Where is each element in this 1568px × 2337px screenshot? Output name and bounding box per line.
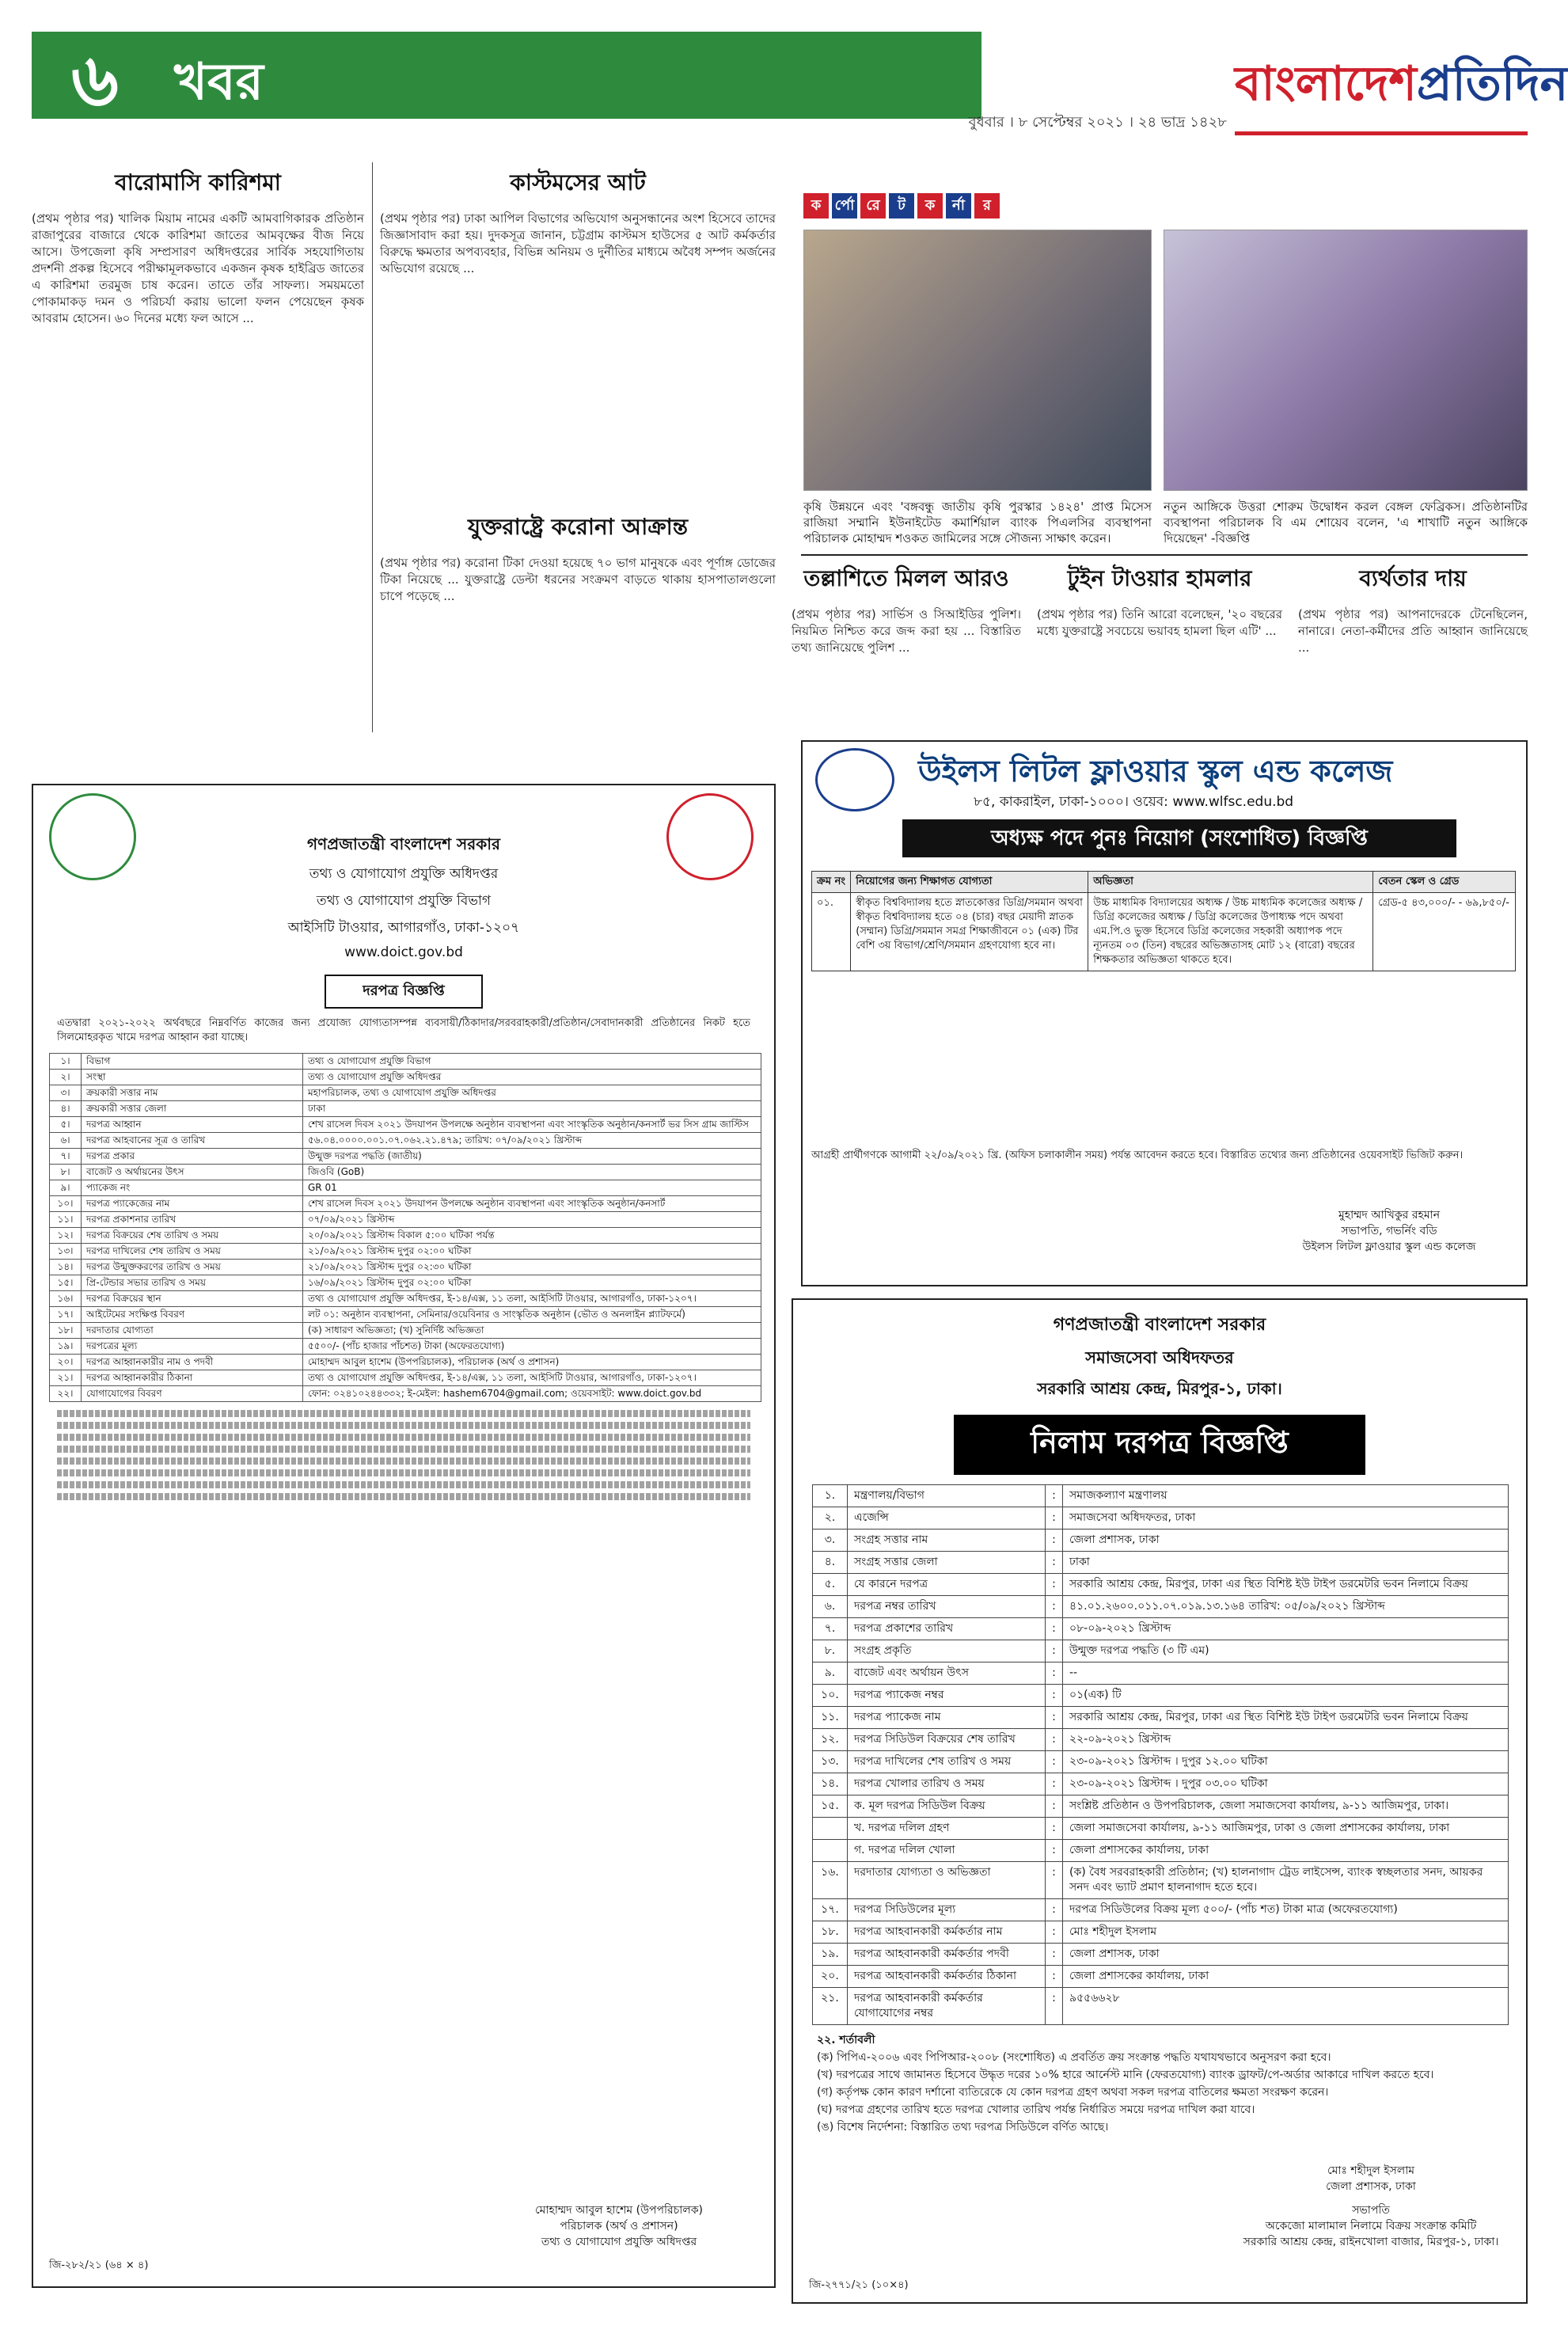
row-key: দরপত্র প্যাকেজ নাম bbox=[848, 1707, 1046, 1729]
row-number: ১০। bbox=[50, 1196, 82, 1212]
row-value: ৫৬.০৪.০০০০.০০১.০৭.০৬২.২১.৪৭৯; তারিখ: ০৭/০৯/২০২১ খ্রিস্টাব্দ bbox=[303, 1133, 761, 1149]
row-value: তথ্য ও যোগাযোগ প্রযুক্তি অধিদপ্তর, ই-১৪/এক্স, ১১ তলা, আইসিটি টাওয়ার, আগারগাঁও, ঢাকা-১২০৭। bbox=[303, 1370, 761, 1386]
row-value: সরকারি আশ্রয় কেন্দ্র, মিরপুর, ঢাকা এর স্থিত বিশিষ্ট ইউ টাইপ ডরমেটরি ভবন নিলামে বিক্রয় bbox=[1063, 1707, 1509, 1729]
row-key: দরপত্র প্যাকেজ নম্বর bbox=[848, 1685, 1046, 1707]
row-number: ৭. bbox=[813, 1618, 848, 1640]
row-value: ঢাকা bbox=[303, 1101, 761, 1117]
row-colon: : bbox=[1046, 1618, 1063, 1640]
tender-row bbox=[50, 1165, 761, 1180]
brand-part1: বাংলাদেশ bbox=[1235, 58, 1417, 110]
article-body: (প্রথম পৃষ্ঠার পর) ঢাকা আপিল বিভাগের অভিযোগ অনুসন্ধানের অংশ হিসেবে তাদের জিজ্ঞাসাবাদ করা হয়। দুদকসূত্র জানান, চট্টগ্রাম কাস্টমস হাউসের ৫ আট কর্মকর্তার বিরুদ্ধে ক্ষমতার অপব্যবহার, বিভিন্ন অনিয়ম ও দুর্নীতির মাধ্যমে অবৈধ সম্পদ অর্জনের অভিযোগ রয়েছে ... bbox=[380, 211, 776, 276]
tender-row bbox=[50, 1228, 761, 1244]
school-address: ৮৫, কাকরাইল, ঢাকা-১০০০। ওয়েব: www.wlfsc.edu.bd bbox=[974, 794, 1294, 810]
school-experience: উচ্চ মাধ্যমিক বিদ্যালয়ের অধ্যক্ষ / উচ্চ মাধ্যমিক কলেজের অধ্যক্ষ / ডিগ্রি কলেজের অধ্যক্ষ / ডিগ্রি কলেজের উপাধ্যক্ষ পদে অথবা এম.পি.ও ভুক্ত হিসেবে ডিগ্রি কলেজের সহকারী অধ্যাপক পদে ন্যূনতম ০৩ (তিন) বছরের অভিজ্ঞতাসহ মোট ১২ (বারো) বছরের শিক্ষকতার অভিজ্ঞতা থাকতে হবে। bbox=[1088, 893, 1373, 971]
row-number: ৮। bbox=[50, 1165, 82, 1180]
school-banner: অধ্যক্ষ পদে পুনঃ নিয়োগ (সংশোধিত) বিজ্ঞপ্তি bbox=[902, 819, 1456, 857]
row-number: ৫। bbox=[50, 1117, 82, 1133]
row-key: যোগাযোগের বিবরণ bbox=[82, 1386, 303, 1402]
article-failure bbox=[1298, 558, 1528, 656]
row-number bbox=[813, 1840, 848, 1862]
row-key: দরপত্রের মূল্য bbox=[82, 1339, 303, 1355]
school-col-head: অভিজ্ঞতা bbox=[1088, 872, 1373, 893]
article-body: (প্রথম পৃষ্ঠার পর) করোনা টিকা দেওয়া হয়েছে ৭০ ভাগ মানুষকে এবং পূর্ণাঙ্গ ডোজের টিকা নিয়েছে ... যুক্তরাষ্ট্রে ডেল্টা ধরনের সংক্রমণ বাড়তে থাকায় হাসপাতালগুলো চাপে পড়েছে ... bbox=[380, 556, 776, 603]
auction-row bbox=[813, 1966, 1509, 1988]
auction-row bbox=[813, 1773, 1509, 1796]
condition-item: (ঙ) বিশেষ নির্দেশনা: বিস্তারিত তথ্য দরপত্র সিডিউলে বর্ণিত আছে। bbox=[817, 2121, 1109, 2134]
row-key: বিভাগ bbox=[82, 1054, 303, 1070]
row-key: সংগ্রহ সত্তার জেলা bbox=[848, 1552, 1046, 1574]
row-number: ২২। bbox=[50, 1386, 82, 1402]
row-value: ১৬/০৯/২০২১ খ্রিস্টাব্দ দুপুর ০২:০০ ঘটিকা bbox=[303, 1275, 761, 1291]
row-key: দরদাতার যোগ্যতা bbox=[82, 1323, 303, 1339]
mujib-100-logo bbox=[666, 793, 754, 880]
row-value: জিওবি (GoB) bbox=[303, 1165, 761, 1180]
row-value: জেলা প্রশাসক, ঢাকা bbox=[1063, 1944, 1509, 1966]
row-value: ২০/০৯/২০২১ খ্রিস্টাব্দ বিকাল ৫:০০ ঘটিকা পর্যন্ত bbox=[303, 1228, 761, 1244]
tender-row bbox=[50, 1133, 761, 1149]
row-key: বাজেট এবং অর্থায়ন উৎস bbox=[848, 1662, 1046, 1685]
tender-row bbox=[50, 1355, 761, 1370]
auction-title: নিলাম দরপত্র বিজ্ঞপ্তি bbox=[954, 1415, 1365, 1475]
tender-address: আইসিটি টাওয়ার, আগারগাঁও, ঢাকা-১২০৭ bbox=[287, 920, 520, 936]
condition-item: (ঘ) দরপত্র গ্রহণের তারিখ হতে দরপত্র খোলার তারিখ পর্যন্ত নির্ধারিত সময়ে দরপত্র দাখিল করা যাবে। bbox=[817, 2103, 1255, 2116]
row-value: -- bbox=[1063, 1662, 1509, 1685]
tender-fine-print bbox=[33, 1402, 774, 1508]
conditions-head: ২২. শর্তাবলী bbox=[817, 2034, 875, 2046]
row-value: সমাজসেবা অধিদফতর, ঢাকা bbox=[1063, 1507, 1509, 1530]
row-number: ৩. bbox=[813, 1530, 848, 1552]
row-number: ১২. bbox=[813, 1729, 848, 1751]
row-value: (ক) সাধারণ অভিজ্ঞতা; (খ) সুনির্দিষ্ট অভিজ্ঞতা bbox=[303, 1323, 761, 1339]
row-value: উন্মুক্ত দরপত্র পদ্ধতি (৩ টি এম) bbox=[1063, 1640, 1509, 1662]
row-number: ১৯। bbox=[50, 1339, 82, 1355]
row-colon: : bbox=[1046, 1596, 1063, 1618]
condition-item: (গ) কর্তৃপক্ষ কোন কারণ দর্শানো ব্যতিরেকে যে কোন দরপত্র গ্রহণ অথবা সকল দরপত্র বাতিলের ক্ষমতা সংরক্ষণ করেন। bbox=[817, 2086, 1329, 2099]
row-colon: : bbox=[1046, 1485, 1063, 1507]
article-title: যুক্তরাষ্ট্রে করোনা আক্রান্ত bbox=[467, 514, 689, 540]
tender-row bbox=[50, 1101, 761, 1117]
auction-row bbox=[813, 1618, 1509, 1640]
row-value: উন্মুক্ত দরপত্র পদ্ধতি (জাতীয়) bbox=[303, 1149, 761, 1165]
row-key: দরপত্র নম্বর তারিখ bbox=[848, 1596, 1046, 1618]
signer-org: অকেজো মালামাল নিলামে বিক্রয় সংক্রান্ত কমিটি bbox=[1265, 2220, 1477, 2232]
signer-title: সভাপতি, গভর্নিং বডি bbox=[1341, 1225, 1437, 1237]
corporate-caption-1: কৃষি উন্নয়নে এবং 'বঙ্গবন্ধু জাতীয় কৃষি পুরস্কার ১৪২৪' প্রাপ্ত মিসেস রাজিয়া সম্মানি ইউনাইটেড কমার্শিয়াল ব্যাংক পিএলসির ব্যবস্থাপনা পরিচালক মোহাম্মদ শওকত জামিলের সঙ্গে সৌজন্য সাক্ষাৎ করেন। bbox=[803, 500, 1152, 545]
row-colon: : bbox=[1046, 1966, 1063, 1988]
row-key: দরপত্র আহ্বানকারীর ঠিকানা bbox=[82, 1370, 303, 1386]
row-colon: : bbox=[1046, 1921, 1063, 1944]
row-number: ৩। bbox=[50, 1085, 82, 1101]
tender-website: www.doict.gov.bd bbox=[344, 944, 463, 960]
row-colon: : bbox=[1046, 1530, 1063, 1552]
row-value: তথ্য ও যোগাযোগ প্রযুক্তি অধিদপ্তর, ই-১৪/এক্স, ১১ তলা, আইসিটি টাওয়ার, আগারগাঁও, ঢাকা-১২০৭। bbox=[303, 1291, 761, 1307]
row-key: ক্রয়কারী সত্তার নাম bbox=[82, 1085, 303, 1101]
row-number: ১. bbox=[813, 1485, 848, 1507]
row-key: দরপত্র উন্মুক্তকরণের তারিখ ও সময় bbox=[82, 1260, 303, 1275]
row-number: ৯। bbox=[50, 1180, 82, 1196]
row-value: শেখ রাসেল দিবস ২০২১ উদযাপন উপলক্ষে অনুষ্ঠান ব্যবস্থাপনা এবং সাংস্কৃতিক অনুষ্ঠান/কনসার্ট ভর সিস গ্রাম জাস্টিস bbox=[303, 1117, 761, 1133]
row-key: দরপত্র সিডিউল বিক্রয়ের শেষ তারিখ bbox=[848, 1729, 1046, 1751]
row-number: ১৪। bbox=[50, 1260, 82, 1275]
brand-part2: প্রতিদিন bbox=[1416, 58, 1568, 110]
tender-row bbox=[50, 1070, 761, 1085]
auction-row bbox=[813, 1485, 1509, 1507]
row-value: ২৩-০৯-২০২১ খ্রিস্টাব্দ । দুপুর ০৩.০০ ঘটিকা bbox=[1063, 1773, 1509, 1796]
row-colon: : bbox=[1046, 1662, 1063, 1685]
signer-name: মোঃ শহীদুল ইসলাম bbox=[1327, 2164, 1415, 2177]
row-number: ৯. bbox=[813, 1662, 848, 1685]
row-key: ক. মূল দরপত্র সিডিউল বিক্রয় bbox=[848, 1796, 1046, 1818]
masthead bbox=[0, 0, 1568, 158]
row-colon: : bbox=[1046, 1796, 1063, 1818]
article-title: টুইন টাওয়ার হামলার bbox=[1067, 565, 1252, 591]
row-colon: : bbox=[1046, 1899, 1063, 1921]
row-key: দরপত্র আহ্বান bbox=[82, 1117, 303, 1133]
school-qualification: স্বীকৃত বিশ্ববিদ্যালয় হতে স্নাতকোত্তর ডিগ্রি/সমমান অথবা স্বীকৃত বিশ্ববিদ্যালয় হতে ০৪ (চার) বছর মেয়াদী স্নাতক (সম্মান) ডিগ্রি/সমমান সমগ্র শিক্ষাজীবনে ০১ (এক) টির বেশি ৩য় বিভাগ/শ্রেণি/সমমান গ্রহণযোগ্য হবে না। bbox=[851, 893, 1088, 971]
row-value: জেলা সমাজসেবা কার্যালয়, ৯-১১ আজিমপুর, ঢাকা ও জেলা প্রশাসকের কার্যালয়, ঢাকা bbox=[1063, 1818, 1509, 1840]
article-body: (প্রথম পৃষ্ঠার পর) আপনাদেরকে টেনেছিলেন, নানারে। নেতা-কর্মীদের প্রতি আহ্বান জানিয়েছে ... bbox=[1298, 607, 1528, 655]
row-colon: : bbox=[1046, 1773, 1063, 1796]
row-colon: : bbox=[1046, 1751, 1063, 1773]
article-tallashi bbox=[792, 558, 1021, 656]
row-key: দরপত্র বিক্রয়ের স্থান bbox=[82, 1291, 303, 1307]
signer-address: সরকারি আশ্রয় কেন্দ্র, রাইনখোলা বাজার, মিরপুর-১, ঢাকা। bbox=[1243, 2236, 1499, 2248]
article-body: (প্রথম পৃষ্ঠার পর) খালিক মিয়াম নামের একটি আমবাগিকারক প্রতিষ্ঠান রাজাপুরের বাজারে থেকে কারিশমা জাতের আমবৃক্ষের বীজ নিয়ে আসে। উপজেলা কৃষি সম্প্রসারণ অধিদপ্তরের সার্বিক সহযোগিতায় প্রদর্শনী প্রকল্প হিসেবে পরীক্ষামূলকভাবে একজন কৃষক হাইব্রিড জাতের এ কারিশমা তরমুজ চাষ করেন। তাতে তাঁর সাফল্য। সময়মতো পোকামাকড় দমন ও পরিচর্যা করায় ভালো ফলন পেয়েছেন কৃষক আবরাম হোসেন। ৬০ দিনের মধ্যে ফল আসে ... bbox=[32, 211, 364, 325]
row-value: ০৮-০৯-২০২১ খ্রিস্টাব্দ bbox=[1063, 1618, 1509, 1640]
school-row-no: ০১. bbox=[812, 893, 851, 971]
row-value: ৫৫০০/- (পাঁচ হাজার পাঁচশত) টাকা (অফেরতযোগ্য) bbox=[303, 1339, 761, 1355]
row-number: ১৭। bbox=[50, 1307, 82, 1323]
row-key: গ. দরপত্র দলিল খোলা bbox=[848, 1840, 1046, 1862]
auction-row bbox=[813, 1751, 1509, 1773]
row-number: ১৮. bbox=[813, 1921, 848, 1944]
auction-row bbox=[813, 1685, 1509, 1707]
school-col-head: নিয়োগের জন্য শিক্ষাগত যোগ্যতা bbox=[851, 872, 1088, 893]
article-mango bbox=[32, 162, 364, 327]
brand-rule bbox=[1235, 131, 1528, 135]
row-value: GR 01 bbox=[303, 1180, 761, 1196]
tender-row bbox=[50, 1339, 761, 1355]
auction-row bbox=[813, 1530, 1509, 1552]
school-table bbox=[811, 871, 1516, 971]
auction-conditions bbox=[793, 2025, 1526, 2142]
row-colon: : bbox=[1046, 1840, 1063, 1862]
ict-tender-notice bbox=[32, 784, 776, 2288]
auction-row bbox=[813, 1988, 1509, 2025]
corp-letter: র্না bbox=[946, 193, 971, 218]
row-number: ১১। bbox=[50, 1212, 82, 1228]
auction-notice bbox=[792, 1298, 1528, 2304]
row-number: ২০। bbox=[50, 1355, 82, 1370]
row-key: দরপত্র আহবানকারী কর্মকর্তার যোগাযোগের নম্বর bbox=[848, 1988, 1046, 2025]
row-value: সমাজকল্যাণ মন্ত্রণালয় bbox=[1063, 1485, 1509, 1507]
corp-letter: ক bbox=[917, 193, 943, 218]
auction-row bbox=[813, 1640, 1509, 1662]
auction-row bbox=[813, 1899, 1509, 1921]
signer-title: জেলা প্রশাসক, ঢাকা bbox=[1326, 2180, 1416, 2193]
row-key: দরপত্র প্রকাশের তারিখ bbox=[848, 1618, 1046, 1640]
row-key: আইটেমের সংক্ষিপ্ত বিবরণ bbox=[82, 1307, 303, 1323]
signer-role: সভাপতি bbox=[1352, 2204, 1390, 2217]
tender-gov: গণপ্রজাতন্ত্রী বাংলাদেশ সরকার bbox=[307, 834, 500, 853]
school-signature bbox=[1266, 1207, 1512, 1255]
tender-row bbox=[50, 1085, 761, 1101]
condition-item: (খ) দরপত্রের সাথে জামানত হিসেবে উদ্ধৃত দরের ১০% হারে আর্নেস্ট মানি (ফেরতযোগ্য) ব্যাংক ড্রাফট/পে-অর্ডার আকারে দাখিল করতে হবে। bbox=[817, 2069, 1434, 2081]
auction-row bbox=[813, 1921, 1509, 1944]
article-twin bbox=[1037, 558, 1282, 640]
tender-row bbox=[50, 1370, 761, 1386]
column-divider bbox=[372, 162, 373, 732]
row-value: শেখ রাসেল দিবস ২০২১ উদযাপন উপলক্ষে অনুষ্ঠান ব্যবস্থাপনা এবং সাংস্কৃতিক অনুষ্ঠান/কনসার্ট bbox=[303, 1196, 761, 1212]
row-number: ১। bbox=[50, 1054, 82, 1070]
row-key: দরপত্র সিডিউলের মূল্য bbox=[848, 1899, 1046, 1921]
row-value: ০৭/০৯/২০২১ খ্রিস্টাব্দ bbox=[303, 1212, 761, 1228]
corp-letter: রে bbox=[860, 193, 886, 218]
tender-table bbox=[49, 1053, 761, 1402]
page-number: ৬ bbox=[71, 38, 119, 123]
row-value: ২১/০৯/২০২১ খ্রিস্টাব্দ দুপুর ০২:৩০ ঘটিকা bbox=[303, 1260, 761, 1275]
row-number: ১৩। bbox=[50, 1244, 82, 1260]
tender-box-title: দরপত্র বিজ্ঞপ্তি bbox=[325, 975, 483, 1009]
row-key: দরপত্র আহবানকারী কর্মকর্তার পদবী bbox=[848, 1944, 1046, 1966]
row-value: লট ০১: অনুষ্ঠান ব্যবস্থাপনা, সেমিনার/ওয়েবিনার ও সাংস্কৃতিক অনুষ্ঠান (ভৌত ও অনলাইন প্ল্যাটফর্মে) bbox=[303, 1307, 761, 1323]
row-number: ৪. bbox=[813, 1552, 848, 1574]
corp-letter: র্পো bbox=[832, 193, 857, 218]
row-colon: : bbox=[1046, 1640, 1063, 1662]
row-key: দরপত্র আহবানকারী কর্মকর্তার ঠিকানা bbox=[848, 1966, 1046, 1988]
tender-row bbox=[50, 1260, 761, 1275]
row-key: মন্ত্রণালয়/বিভাগ bbox=[848, 1485, 1046, 1507]
row-key: দরপত্র প্যাকেজের নাম bbox=[82, 1196, 303, 1212]
row-number: ১৪. bbox=[813, 1773, 848, 1796]
row-value: (ক) বৈধ সরবরাহকারী প্রতিষ্ঠান; (খ) হালনাগাদ ট্রেড লাইসেন্স, ব্যাংক স্বচ্ছলতার সনদ, আয়কর সনদ এবং ভ্যাট প্রমাণ হালনাগাদ হতে হবে। bbox=[1063, 1862, 1509, 1899]
row-number: ২. bbox=[813, 1507, 848, 1530]
row-value: জেলা প্রশাসক, ঢাকা bbox=[1063, 1530, 1509, 1552]
tender-row bbox=[50, 1291, 761, 1307]
school-col-head: বেতন স্কেল ও গ্রেড bbox=[1373, 872, 1516, 893]
auction-row bbox=[813, 1596, 1509, 1618]
row-value: ০১(এক) টি bbox=[1063, 1685, 1509, 1707]
row-colon: : bbox=[1046, 1862, 1063, 1899]
row-number: ১৭. bbox=[813, 1899, 848, 1921]
row-key: এজেন্সি bbox=[848, 1507, 1046, 1530]
auction-signature bbox=[1236, 2163, 1505, 2250]
row-key: যে কারনে দরপত্র bbox=[848, 1574, 1046, 1596]
row-key: দরপত্র দাখিলের শেষ তারিখ ও সময় bbox=[82, 1244, 303, 1260]
tender-code: জি-২৮২/২১ (৬৪ × ৪) bbox=[49, 2259, 149, 2271]
tender-dept: তথ্য ও যোগাযোগ প্রযুক্তি অধিদপ্তর bbox=[309, 866, 499, 882]
row-colon: : bbox=[1046, 1988, 1063, 2025]
section-rule bbox=[801, 554, 1528, 556]
school-note: আগ্রহী প্রার্থীগণকে আগামী ২২/০৯/২০২১ খ্রি. (অফিস চলাকালীন সময়) পর্যন্ত আবেদন করতে হবে। বিস্তারিত তথ্যের জন্য প্রতিষ্ঠানের ওয়েবসাইট ভিজিট করুন। bbox=[811, 1150, 1464, 1161]
row-number bbox=[813, 1818, 848, 1840]
row-number: ১৮। bbox=[50, 1323, 82, 1339]
row-key: সংস্থা bbox=[82, 1070, 303, 1085]
row-number: ৭। bbox=[50, 1149, 82, 1165]
auction-gov: গণপ্রজাতন্ত্রী বাংলাদেশ সরকার bbox=[1053, 1315, 1266, 1335]
signer-title: পরিচালক (অর্থ ও প্রশাসন) bbox=[560, 2220, 678, 2232]
corporate-photo-bank bbox=[803, 230, 1152, 491]
row-number: ১৬। bbox=[50, 1291, 82, 1307]
row-number: ১৩. bbox=[813, 1751, 848, 1773]
school-col-head: ক্রম নং bbox=[812, 872, 851, 893]
row-colon: : bbox=[1046, 1944, 1063, 1966]
row-value: সরকারি আশ্রয় কেন্দ্র, মিরপুর, ঢাকা এর স্থিত বিশিষ্ট ইউ টাইপ ডরমেটরি ভবন নিলামে বিক্রয় bbox=[1063, 1574, 1509, 1596]
row-value: মোঃ শহীদুল ইসলাম bbox=[1063, 1921, 1509, 1944]
tender-division: তথ্য ও যোগাযোগ প্রযুক্তি বিভাগ bbox=[316, 893, 492, 909]
row-value: সংশ্লিষ্ট প্রতিষ্ঠান ও উপপরিচালক, জেলা সমাজসেবা কার্যালয়, ৯-১১ আজিমপুর, ঢাকা। bbox=[1063, 1796, 1509, 1818]
row-colon: : bbox=[1046, 1818, 1063, 1840]
row-value: তথ্য ও যোগাযোগ প্রযুক্তি অধিদপ্তর bbox=[303, 1070, 761, 1085]
condition-item: (ক) পিপিএ-২০০৬ এবং পিপিআর-২০০৮ (সংশোধিত) এ প্রবর্তিত ক্রয় সংক্রান্ত পদ্ধতি যথাযথভাবে অনুসরণ করা হবে। bbox=[817, 2051, 1331, 2064]
row-key: দরপত্র বিক্রয়ের শেষ তারিখ ও সময় bbox=[82, 1228, 303, 1244]
corp-letter: ক bbox=[803, 193, 829, 218]
row-number: ৬। bbox=[50, 1133, 82, 1149]
row-key: দরপত্র প্রকাশনার তারিখ bbox=[82, 1212, 303, 1228]
row-number: ৬. bbox=[813, 1596, 848, 1618]
tender-row bbox=[50, 1212, 761, 1228]
row-number: ১১. bbox=[813, 1707, 848, 1729]
tender-signature bbox=[476, 2202, 761, 2250]
newspaper-logo bbox=[1235, 48, 1568, 135]
row-colon: : bbox=[1046, 1574, 1063, 1596]
corporate-photo-fabrics bbox=[1164, 230, 1528, 491]
row-key: প্যাকেজ নং bbox=[82, 1180, 303, 1196]
row-value: ২২-০৯-২০২১ খ্রিস্টাব্দ bbox=[1063, 1729, 1509, 1751]
row-colon: : bbox=[1046, 1685, 1063, 1707]
row-key: বাজেট ও অর্থায়নের উৎস bbox=[82, 1165, 303, 1180]
row-key: প্রি-টেন্ডার সভার তারিখ ও সময় bbox=[82, 1275, 303, 1291]
row-colon: : bbox=[1046, 1552, 1063, 1574]
auction-row bbox=[813, 1574, 1509, 1596]
auction-row bbox=[813, 1944, 1509, 1966]
article-title: বারোমাসি কারিশমা bbox=[115, 169, 281, 196]
tender-row bbox=[50, 1323, 761, 1339]
row-number: ১২। bbox=[50, 1228, 82, 1244]
row-number: ৪। bbox=[50, 1101, 82, 1117]
row-key: দরদাতার যোগ্যতা ও অভিজ্ঞতা bbox=[848, 1862, 1046, 1899]
row-colon: : bbox=[1046, 1729, 1063, 1751]
row-key: সংগ্রহ প্রকৃতি bbox=[848, 1640, 1046, 1662]
auction-row bbox=[813, 1818, 1509, 1840]
corp-letter: ট bbox=[889, 193, 914, 218]
row-key: দরপত্র আহ্বানকারীর নাম ও পদবী bbox=[82, 1355, 303, 1370]
row-key: খ. দরপত্র দলিল গ্রহণ bbox=[848, 1818, 1046, 1840]
corporate-corner-header bbox=[803, 190, 1516, 222]
row-value: ফোন: ০২৪১০২৪৪৩৩২; ই-মেইল: hashem6704@gmail.com; ওয়েবসাইট: www.doict.gov.bd bbox=[303, 1386, 761, 1402]
auction-row bbox=[813, 1552, 1509, 1574]
row-value: ২১/০৯/২০২১ খ্রিস্টাব্দ দুপুর ০২:০০ ঘটিকা bbox=[303, 1244, 761, 1260]
row-key: দরপত্র খোলার তারিখ ও সময় bbox=[848, 1773, 1046, 1796]
row-value: ঢাকা bbox=[1063, 1552, 1509, 1574]
article-corona bbox=[380, 507, 776, 605]
row-number: ২১। bbox=[50, 1370, 82, 1386]
auction-dept: সমাজসেবা অধিদফতর bbox=[1085, 1348, 1234, 1367]
row-value: মহাপরিচালক, তথ্য ও যোগাযোগ প্রযুক্তি অধিদপ্তর bbox=[303, 1085, 761, 1101]
article-body: (প্রথম পৃষ্ঠার পর) সার্ভিস ও সিআইডির পুলিশ। নিয়মিত নিশ্চিত করে জব্দ করা হয় ... বিস্তারিত তথ্য জানিয়েছে পুলিশ ... bbox=[792, 607, 1021, 655]
tender-row bbox=[50, 1117, 761, 1133]
section-label: খবর bbox=[174, 53, 264, 112]
row-value: মোহাম্মদ আবুল হাশেম (উপপরিচালক), পরিচালক (অর্থ ও প্রশাসন) bbox=[303, 1355, 761, 1370]
row-value: ৯৫৫৬৬২৮ bbox=[1063, 1988, 1509, 2025]
signer-org: তথ্য ও যোগাযোগ প্রযুক্তি অধিদপ্তর bbox=[541, 2236, 697, 2248]
auction-row bbox=[813, 1862, 1509, 1899]
signer-name: মুহাম্মদ আখিকুর রহমান bbox=[1338, 1209, 1441, 1222]
auction-row bbox=[813, 1840, 1509, 1862]
signer-name: মোহাম্মদ আবুল হাশেম (উপপরিচালক) bbox=[534, 2204, 704, 2217]
auction-row bbox=[813, 1707, 1509, 1729]
article-title: ব্যর্থতার দায় bbox=[1359, 565, 1467, 591]
row-key: দরপত্র দাখিলের শেষ তারিখ ও সময় bbox=[848, 1751, 1046, 1773]
school-logo bbox=[815, 748, 894, 811]
row-value: জেলা প্রশাসকের কার্যালয়, ঢাকা bbox=[1063, 1840, 1509, 1862]
signer-org: উইলস লিটল ফ্লাওয়ার স্কুল এন্ড কলেজ bbox=[1302, 1241, 1476, 1253]
row-number: ১৫। bbox=[50, 1275, 82, 1291]
row-number: ২০. bbox=[813, 1966, 848, 1988]
school-name: উইলস লিটল ফ্লাওয়ার স্কুল এন্ড কলেজ bbox=[918, 754, 1393, 788]
article-title: তল্লাশিতে মিলল আরও bbox=[803, 565, 1009, 591]
tender-row bbox=[50, 1054, 761, 1070]
row-value: দরপত্র সিডিউলের বিক্রয় মূল্য ৫০০/- (পাঁচ শত) টাকা মাত্র (অফেরতযোগ্য) bbox=[1063, 1899, 1509, 1921]
row-number: ১৬. bbox=[813, 1862, 848, 1899]
row-key: দরপত্র আহবানের সূত্র ও তারিখ bbox=[82, 1133, 303, 1149]
row-key: সংগ্রহ সত্তার নাম bbox=[848, 1530, 1046, 1552]
tender-row bbox=[50, 1386, 761, 1402]
auction-row bbox=[813, 1796, 1509, 1818]
tender-row bbox=[50, 1196, 761, 1212]
row-value: ২৩-০৯-২০২১ খ্রিস্টাব্দ । দুপুর ১২.০০ ঘটিকা bbox=[1063, 1751, 1509, 1773]
row-number: ১৫. bbox=[813, 1796, 848, 1818]
tender-row bbox=[50, 1275, 761, 1291]
auction-place: সরকারি আশ্রয় কেন্দ্র, মিরপুর-১, ঢাকা। bbox=[1037, 1379, 1282, 1398]
article-body: (প্রথম পৃষ্ঠার পর) তিনি আরো বলেছেন, '২০ বছরের মধ্যে যুক্তরাষ্ট্রে সবচেয়ে ভয়াবহ হামলা ছিল এটি' ... bbox=[1037, 607, 1282, 638]
row-number: ১০. bbox=[813, 1685, 848, 1707]
row-value: জেলা প্রশাসকের কার্যালয়, ঢাকা bbox=[1063, 1966, 1509, 1988]
corporate-caption-2: নতুন আঙ্গিকে উত্তরা শোরুম উদ্বোধন করল বেঙ্গল ফেব্রিকস। প্রতিষ্ঠানটির ব্যবস্থাপনা পরিচালক বি এম শোয়েব বলেন, 'এ শাখাটি নতুন আঙ্গিকে দিয়েছেন' -বিজ্ঞপ্তি bbox=[1164, 500, 1528, 545]
row-colon: : bbox=[1046, 1507, 1063, 1530]
row-number: ২১. bbox=[813, 1988, 848, 2025]
corp-letter: র bbox=[974, 193, 1000, 218]
article-title: কাস্টমসের আট bbox=[510, 169, 646, 196]
auction-row bbox=[813, 1662, 1509, 1685]
row-value: তথ্য ও যোগাযোগ প্রযুক্তি বিভাগ bbox=[303, 1054, 761, 1070]
tender-row bbox=[50, 1180, 761, 1196]
auction-row bbox=[813, 1507, 1509, 1530]
row-key: দরপত্র প্রকার bbox=[82, 1149, 303, 1165]
auction-row bbox=[813, 1729, 1509, 1751]
school-salary: গ্রেড-৫ ৪৩,০০০/- - ৬৯,৮৫০/- bbox=[1373, 893, 1516, 971]
row-key: দরপত্র আহবানকারী কর্মকর্তার নাম bbox=[848, 1921, 1046, 1944]
tender-row bbox=[50, 1307, 761, 1323]
row-key: ক্রয়কারী সত্তার জেলা bbox=[82, 1101, 303, 1117]
tender-intro: এতদ্বারা ২০২১-২০২২ অর্থবছরে নিম্নবর্ণিত কাজের জন্য প্রযোজ্য যোগ্যতাসম্পন্ন ব্যবসায়ী/ঠিকাদার/সরবরাহকারী/প্রতিষ্ঠান/সেবাদানকারী প্রতিষ্ঠানের নিকট হতে সিলমোহরকৃত খামে দরপত্র আহ্বান করা যাচ্ছে। bbox=[57, 1017, 750, 1043]
auction-table bbox=[812, 1484, 1509, 2025]
issue-date: বুধবার । ৮ সেপ্টেম্বর ২০২১ । ২৪ ভাদ্র ১৪২৮ bbox=[968, 114, 1227, 131]
row-number: ১৯. bbox=[813, 1944, 848, 1966]
row-value: ৪১.০১.২৬০০.০১১.০৭.০১৯.১৩.১৬৪ তারিখ: ০৫/০৯/২০২১ খ্রিস্টাব্দ bbox=[1063, 1596, 1509, 1618]
auction-code: জি-২৭৭১/২১ (১০×৪) bbox=[809, 2279, 909, 2291]
tender-row bbox=[50, 1244, 761, 1260]
article-customs bbox=[380, 162, 776, 277]
row-number: ৮. bbox=[813, 1640, 848, 1662]
row-number: ২। bbox=[50, 1070, 82, 1085]
row-number: ৫. bbox=[813, 1574, 848, 1596]
row-colon: : bbox=[1046, 1707, 1063, 1729]
bangladesh-50-logo bbox=[49, 793, 136, 880]
tender-row bbox=[50, 1149, 761, 1165]
